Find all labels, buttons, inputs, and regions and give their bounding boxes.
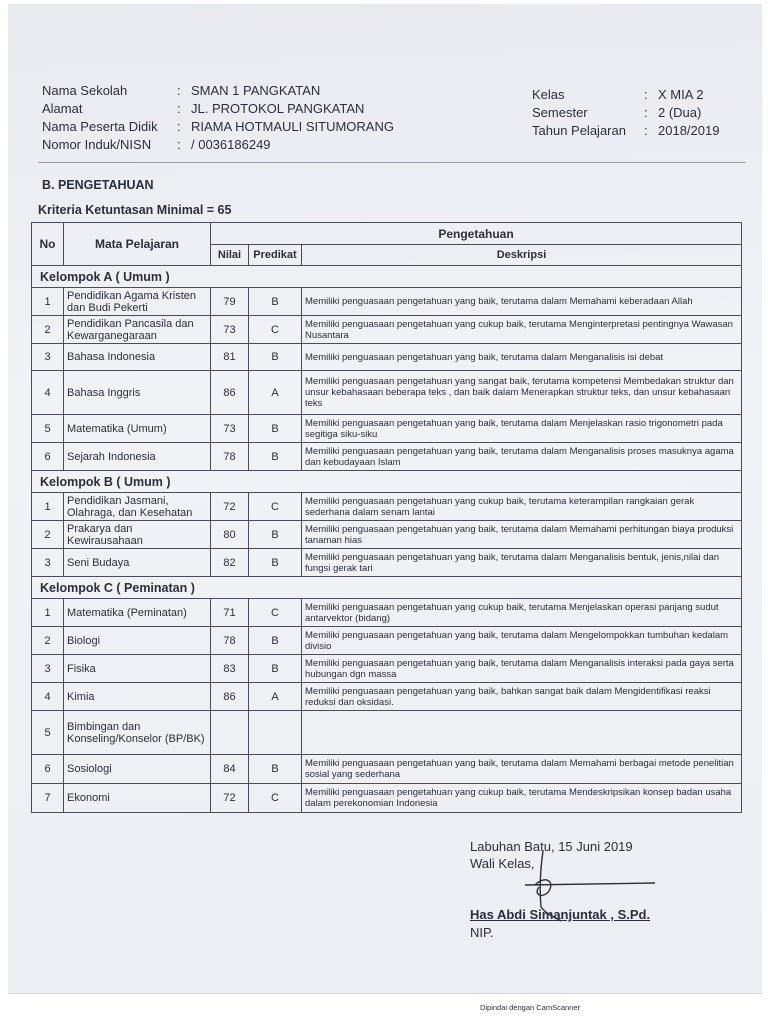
cell-description: Memiliki penguasaan pengetahuan yang baik, terutama dalam Menganalisis bentuk, jenis,nilai dan fungsi gerak tari <box>302 549 742 577</box>
signer-role: Wali Kelas, <box>470 856 535 871</box>
value-school: SMAN 1 PANGKATAN <box>191 83 321 98</box>
value-year: 2018/2019 <box>658 123 720 138</box>
group-title: Kelompok B ( Umum ) <box>32 471 742 493</box>
table-row <box>32 599 742 627</box>
class-info <box>532 86 719 140</box>
cell-no: 1 <box>32 288 64 316</box>
separator: : <box>177 83 181 98</box>
cell-predicate: B <box>249 443 302 471</box>
separator: : <box>644 105 648 120</box>
cell-subject: Biologi <box>64 627 211 655</box>
cell-score: 78 <box>211 443 249 471</box>
cell-score: 86 <box>211 371 249 415</box>
cell-subject: Matematika (Peminatan) <box>64 599 211 627</box>
info-row-semester <box>532 104 719 122</box>
table-row <box>32 755 742 784</box>
cell-subject: Matematika (Umum) <box>64 415 211 443</box>
group-row <box>32 266 742 288</box>
cell-description: Memiliki penguasaan pengetahuan yang baik, terutama dalam Memahami perhitungan biaya produksi tanaman hias <box>302 521 742 549</box>
label-year: Tahun Pelajaran <box>532 123 626 138</box>
separator: : <box>177 101 181 116</box>
cell-subject: Bahasa Indonesia <box>64 344 211 371</box>
info-row-student <box>42 118 394 136</box>
label-address: Alamat <box>42 101 83 116</box>
cell-score <box>211 711 249 755</box>
table-row <box>32 415 742 443</box>
cell-score: 83 <box>211 655 249 683</box>
cell-predicate: B <box>249 755 302 784</box>
cell-score: 73 <box>211 316 249 344</box>
signer-name: Has Abdi Simanjuntak , S.Pd. <box>470 907 651 922</box>
value-semester: 2 (Dua) <box>658 105 702 120</box>
cell-subject: Bimbingan dan Konseling/Konselor (BP/BK) <box>64 711 211 755</box>
cell-no: 3 <box>32 655 64 683</box>
group-row <box>32 577 742 599</box>
cell-no: 7 <box>32 784 64 813</box>
cell-subject: Bahasa Inggris <box>64 371 211 415</box>
table-row <box>32 711 742 755</box>
table-row <box>32 344 742 371</box>
cell-score: 82 <box>211 549 249 577</box>
cell-no: 2 <box>32 521 64 549</box>
separator: : <box>644 123 648 138</box>
label-student: Nama Peserta Didik <box>42 119 158 134</box>
grades-table <box>31 222 742 813</box>
info-row-address <box>42 100 394 118</box>
section-title: B. PENGETAHUAN <box>42 178 154 192</box>
header-divider <box>38 162 746 163</box>
cell-predicate: A <box>249 371 302 415</box>
group-title: Kelompok C ( Peminatan ) <box>32 577 742 599</box>
table-row <box>32 655 742 683</box>
cell-score: 72 <box>211 784 249 813</box>
cell-predicate: B <box>249 415 302 443</box>
cell-description: Memiliki penguasaan pengetahuan yang baik, terutama dalam Menjelaskan rasio trigonometri pada segitiga siku-siku <box>302 415 742 443</box>
cell-subject: Kimia <box>64 683 211 711</box>
cell-no: 2 <box>32 627 64 655</box>
header-subject: Mata Pelajaran <box>64 223 211 266</box>
header-no: No <box>32 223 64 266</box>
table-row <box>32 784 742 813</box>
cell-no: 4 <box>32 683 64 711</box>
cell-predicate: B <box>249 521 302 549</box>
cell-no: 6 <box>32 443 64 471</box>
cell-description: Memiliki penguasaan pengetahuan yang baik, terutama dalam Memahami keberadaan Allah <box>302 288 742 316</box>
value-student: RIAMA HOTMAULI SITUMORANG <box>191 119 394 134</box>
cell-description: Memiliki penguasaan pengetahuan yang baik, terutama dalam Memahami berbagai metode penelitian sosial yang sederhana <box>302 755 742 784</box>
header-score: Nilai <box>211 245 249 266</box>
header-description: Deskripsi <box>302 245 742 266</box>
cell-subject: Pendidikan Agama Kristen dan Budi Pekerti <box>64 288 211 316</box>
cell-predicate: C <box>249 784 302 813</box>
cell-no: 5 <box>32 415 64 443</box>
cell-score: 80 <box>211 521 249 549</box>
info-row-nisn <box>42 136 394 154</box>
table-row <box>32 288 742 316</box>
cell-predicate: B <box>249 655 302 683</box>
cell-predicate: B <box>249 627 302 655</box>
cell-description: Memiliki penguasaan pengetahuan yang cukup baik, terutama keterampilan rangkaian gerak sederhana dalam senam lantai <box>302 493 742 521</box>
cell-no: 1 <box>32 493 64 521</box>
cell-description: Memiliki penguasaan pengetahuan yang baik, terutama dalam Menganalisis proses masuknya agama dan kebudayaan Islam <box>302 443 742 471</box>
info-row-school <box>42 82 394 100</box>
cell-score: 73 <box>211 415 249 443</box>
cell-no: 5 <box>32 711 64 755</box>
cell-score: 81 <box>211 344 249 371</box>
cell-description: Memiliki penguasaan pengetahuan yang baik, bahkan sangat baik dalam Mengidentifikasi reaksi reduksi dan oksidasi. <box>302 683 742 711</box>
cell-description: Memiliki penguasaan pengetahuan yang baik, terutama dalam Mengelompokkan tumbuhan kedalam divisio <box>302 627 742 655</box>
cell-subject: Ekonomi <box>64 784 211 813</box>
cell-score: 79 <box>211 288 249 316</box>
separator: : <box>177 119 181 134</box>
cell-score: 71 <box>211 599 249 627</box>
table-row <box>32 521 742 549</box>
cell-score: 86 <box>211 683 249 711</box>
separator: : <box>177 137 181 152</box>
cell-no: 1 <box>32 599 64 627</box>
header-predicate: Predikat <box>249 245 302 266</box>
cell-predicate: B <box>249 288 302 316</box>
cell-subject: Seni Budaya <box>64 549 211 577</box>
cell-predicate: C <box>249 599 302 627</box>
cell-predicate: A <box>249 683 302 711</box>
cell-predicate: C <box>249 493 302 521</box>
cell-no: 3 <box>32 344 64 371</box>
cell-description: Memiliki penguasaan pengetahuan yang baik, terutama dalam Menganalisis isi debat <box>302 344 742 371</box>
cell-score: 72 <box>211 493 249 521</box>
cell-subject: Pendidikan Jasmani, Olahraga, dan Kesehatan <box>64 493 211 521</box>
cell-predicate: C <box>249 316 302 344</box>
group-row <box>32 471 742 493</box>
label-school: Nama Sekolah <box>42 83 128 98</box>
cell-no: 4 <box>32 371 64 415</box>
cell-score: 84 <box>211 755 249 784</box>
table-row <box>32 371 742 415</box>
cell-description: Memiliki penguasaan pengetahuan yang cukup baik, terutama Menjelaskan operasi panjang sudut antarvektor (bidang) <box>302 599 742 627</box>
cell-predicate: B <box>249 549 302 577</box>
cell-description: Memiliki penguasaan pengetahuan yang sangat baik, terutama kompetensi Membedakan struktur dan unsur kebahasaan beberapa teks , dan baik dalam Menerapkan struktur teks, dan unsur kebahasaan teks <box>302 371 742 415</box>
table-row <box>32 549 742 577</box>
cell-no: 6 <box>32 755 64 784</box>
place-date: Labuhan Batu, 15 Juni 2019 <box>470 839 633 854</box>
value-address: JL. PROTOKOL PANGKATAN <box>191 101 365 116</box>
cell-description <box>302 711 742 755</box>
kkm-label: Kriteria Ketuntasan Minimal = 65 <box>38 203 232 217</box>
cell-subject: Prakarya dan Kewirausahaan <box>64 521 211 549</box>
table-row <box>32 493 742 521</box>
info-row-class <box>532 86 719 104</box>
signer-nip: NIP. <box>470 925 494 940</box>
scanner-footer: Dipindai dengan CamScanner <box>479 1003 581 1012</box>
value-nisn: / 0036186249 <box>191 137 271 152</box>
separator: : <box>644 87 648 102</box>
info-row-year <box>532 122 719 140</box>
cell-subject: Pendidikan Pancasila dan Kewarganegaraan <box>64 316 211 344</box>
table-row <box>32 443 742 471</box>
cell-description: Memiliki penguasaan pengetahuan yang cukup baik, terutama Menginterpretasi pentingnya Wawasan Nusantara <box>302 316 742 344</box>
label-semester: Semester <box>532 105 588 120</box>
handwritten-signature <box>505 845 665 925</box>
cell-description: Memiliki penguasaan pengetahuan yang cukup baik, terutama Mendeskripsikan konsep badan usaha dalam perekonomian Indonesia <box>302 784 742 813</box>
header-knowledge: Pengetahuan <box>211 223 742 245</box>
cell-subject: Sejarah Indonesia <box>64 443 211 471</box>
cell-no: 2 <box>32 316 64 344</box>
cell-subject: Sosiologi <box>64 755 211 784</box>
cell-predicate <box>249 711 302 755</box>
table-row <box>32 627 742 655</box>
group-title: Kelompok A ( Umum ) <box>32 266 742 288</box>
label-nisn: Nomor Induk/NISN <box>42 137 152 152</box>
cell-predicate: B <box>249 344 302 371</box>
table-row <box>32 683 742 711</box>
table-row <box>32 316 742 344</box>
cell-no: 3 <box>32 549 64 577</box>
student-info <box>42 82 394 154</box>
label-class: Kelas <box>532 87 565 102</box>
cell-description: Memiliki penguasaan pengetahuan yang baik, terutama dalam Menganalisis interaksi pada gaya serta hubungan dgn massa <box>302 655 742 683</box>
value-class: X MIA 2 <box>658 87 704 102</box>
cell-subject: Fisika <box>64 655 211 683</box>
cell-score: 78 <box>211 627 249 655</box>
